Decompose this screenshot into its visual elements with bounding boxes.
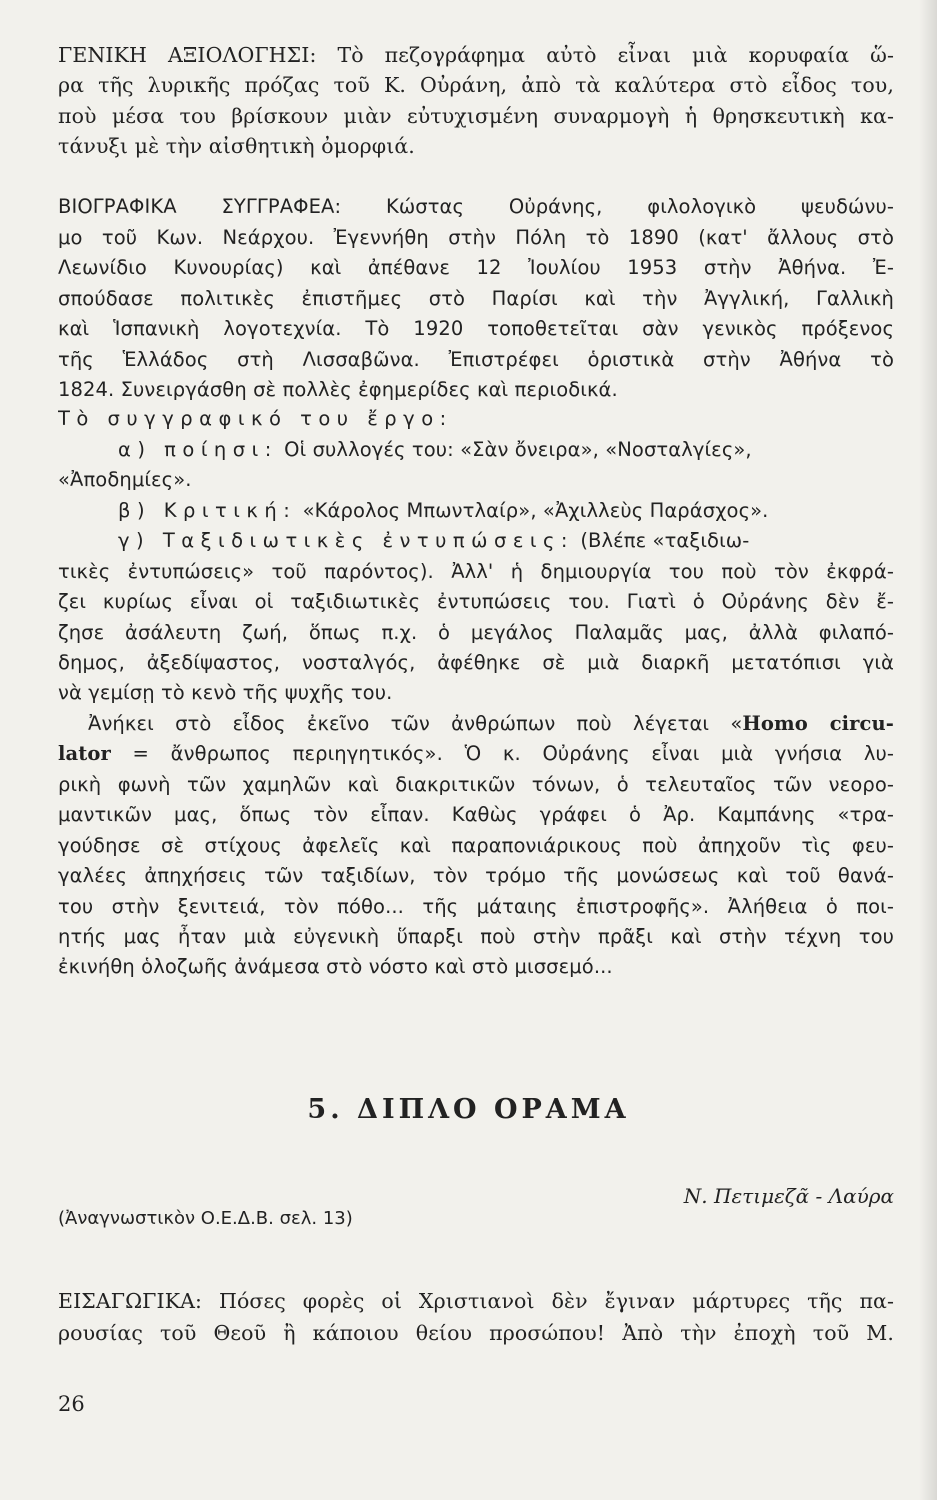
author-credit: Ν. Πετιμεζᾶ - Λαύρα <box>683 1184 894 1208</box>
body-line: νὰ γεμίσῃ τὸ κενὸ τῆς ψυχῆς του. <box>58 681 393 704</box>
para2-line: γούδησε σὲ στίχους ἀφελεῖς καὶ παραπονιάρικους ποὺ ἀπηχοῦν τὶς φευ- <box>58 834 894 857</box>
body-line: τικὲς ἐντυπώσεις» τοῦ παρόντος). Ἀλλ' ἡ δημιουργία του ποὺ τὸν ἐκφρά- <box>58 560 894 583</box>
bio-line: Λεωνίδιο Κυνουρίας) καὶ ἀπέθανε 12 Ἰουλίου 1953 στὴν Ἀθήνα. Ἐ- <box>58 256 894 279</box>
criticism-text: «Κάρολος Μπωντλαίρ», «Ἀχιλλεὺς Παράσχος». <box>302 499 769 522</box>
para2-line: γαλέες ἀπηχήσεις τῶν ταξιδίων, τὸν τρόμο τῆς μονώσεως καὶ τοῦ θανά- <box>58 864 894 887</box>
general-eval-line: ΓΕΝΙΚΗ ΑΞΙΟΛΟΓΗΣΙ: Τὸ πεζογράφημα αὐτὸ εἶναι μιὰ κορυφαία ὥ- <box>58 43 894 67</box>
works-heading: Τὸ συγγραφικό του ἔργο: <box>58 407 453 430</box>
travel-text: (Βλέπε «ταξιδιω- <box>580 529 750 552</box>
source-citation: (Ἀναγνωστικὸν Ο.Ε.Δ.Β. σελ. 13) <box>58 1208 353 1229</box>
para2-second-line <box>58 739 894 769</box>
travel-item <box>118 526 894 556</box>
bio-line: σπούδασε πολιτικὲς ἐπιστῆμες στὸ Παρίσι καὶ τὴν Ἀγγλική, Γαλλικὴ <box>58 287 894 310</box>
poetry-continuation: «Ἀποδημίες». <box>58 468 192 491</box>
poetry-item <box>118 435 894 465</box>
intro-line: ΕΙΣΑΓΩΓΙΚΑ: Πόσες φορὲς οἱ Χριστιανοὶ δὲν ἔγιναν μάρτυρες τῆς πα- <box>58 1289 894 1313</box>
section-heading: 5. ΔΙΠΛΟ ΟΡΑΜΑ <box>307 1094 630 1125</box>
para2-start: Ἀνήκει στὸ εἶδος ἐκεῖνο τῶν ἀνθρώπων ποὺ λέγεται « <box>88 712 743 735</box>
poetry-text: Οἱ συλλογές του: «Σὰν ὄνειρα», «Νοσταλγίες», <box>284 438 752 461</box>
bio-line: 1824. Συνειργάσθη σὲ πολλὲς ἐφημερίδες καὶ περιοδικά. <box>58 378 618 401</box>
para2-first-line <box>88 709 894 739</box>
general-eval-line: τάνυξι μὲ τὴν αἰσθητικὴ ὀμορφιά. <box>58 134 415 158</box>
bio-line: μο τοῦ Κων. Νεάρχου. Ἐγεννήθη στὴν Πόλη τὸ 1890 (κατ' ἄλλους στὸ <box>58 226 894 249</box>
para2-line: ητής μας ἦταν μιὰ εὐγενικὴ ὕπαρξι ποὺ στὴν πρᾶξι καὶ στὴν τέχνη του <box>58 925 894 948</box>
homo-term-2: lator <box>58 742 111 765</box>
homo-term-1: Homo circu- <box>742 712 894 735</box>
bio-line: ΒΙΟΓΡΑΦΙΚΑ ΣΥΓΓΡΑΦΕΑ: Κώστας Οὐράνης, φιλολογικὸ ψευδώνυ- <box>58 195 894 218</box>
travel-label: γ) Ταξιδιωτικὲς ἐντυπώσεις: <box>118 529 574 552</box>
page-edge-shadow <box>919 0 937 1500</box>
para2-line: ἐκινήθη ὁλοζωῆς ἀνάμεσα στὸ νόστο καὶ στὸ μισσεμό... <box>58 955 613 978</box>
body-line: ζησε ἀσάλευτη ζωή, ὅπως π.χ. ὁ μεγάλος Παλαμᾶς μας, ἀλλὰ φιλαπό- <box>58 621 894 644</box>
page-number: 26 <box>58 1392 85 1416</box>
para2-continuation: = ἄνθρωπος περιηγητικός». Ὁ κ. Οὐράνης εἶναι μιὰ γνήσια λυ- <box>110 742 894 765</box>
para2-line: ρικὴ φωνὴ τῶν χαμηλῶν καὶ διακριτικῶν τόνων, ὁ τελευταῖος τῶν νεορο- <box>58 773 894 796</box>
criticism-label: β) Κριτική: <box>118 499 297 522</box>
para2-line: μαντικῶν μας, ὅπως τὸν εἶπαν. Καθὼς γράφει ὁ Ἀρ. Καμπάνης «τρα- <box>58 803 894 826</box>
bio-line: τῆς Ἑλλάδος στὴ Λισσαβῶνα. Ἐπιστρέφει ὁριστικὰ στὴν Ἀθήνα τὸ <box>58 348 894 371</box>
poetry-label: α) ποίησι: <box>118 438 278 461</box>
intro-line: ρουσίας τοῦ Θεοῦ ἢ κάποιου θείου προσώπου! Ἀπὸ τὴν ἐποχὴ τοῦ Μ. <box>58 1321 894 1345</box>
bio-line: καὶ Ἱσπανικὴ λογοτεχνία. Τὸ 1920 τοποθετεῖται σὰν γενικὸς πρόξενος <box>58 317 894 340</box>
body-line: δημος, ἀξεδίψαστος, νοσταλγός, ἀφέθηκε σὲ μιὰ διαρκῆ μετατόπισι γιὰ <box>58 651 894 674</box>
para2-line: του στὴν ξενιτειά, τὸν πόθο... τῆς μάταιης ἐπιστροφῆς». Ἀλήθεια ὁ ποι- <box>58 895 894 918</box>
general-eval-line: ποὺ μέσα του βρίσκουν μιὰν εὐτυχισμένη συναρμογὴ ἡ θρησκευτικὴ κα- <box>58 104 894 128</box>
body-line: ζει κυρίως εἶναι οἱ ταξιδιωτικὲς ἐντυπώσεις του. Γιατὶ ὁ Οὐράνης δὲν ἔ- <box>58 590 894 613</box>
general-eval-line: ρα τῆς λυρικῆς πρόζας τοῦ Κ. Οὐράνη, ἀπὸ τὰ καλύτερα στὸ εἶδος του, <box>58 73 894 97</box>
criticism-item <box>118 496 894 526</box>
